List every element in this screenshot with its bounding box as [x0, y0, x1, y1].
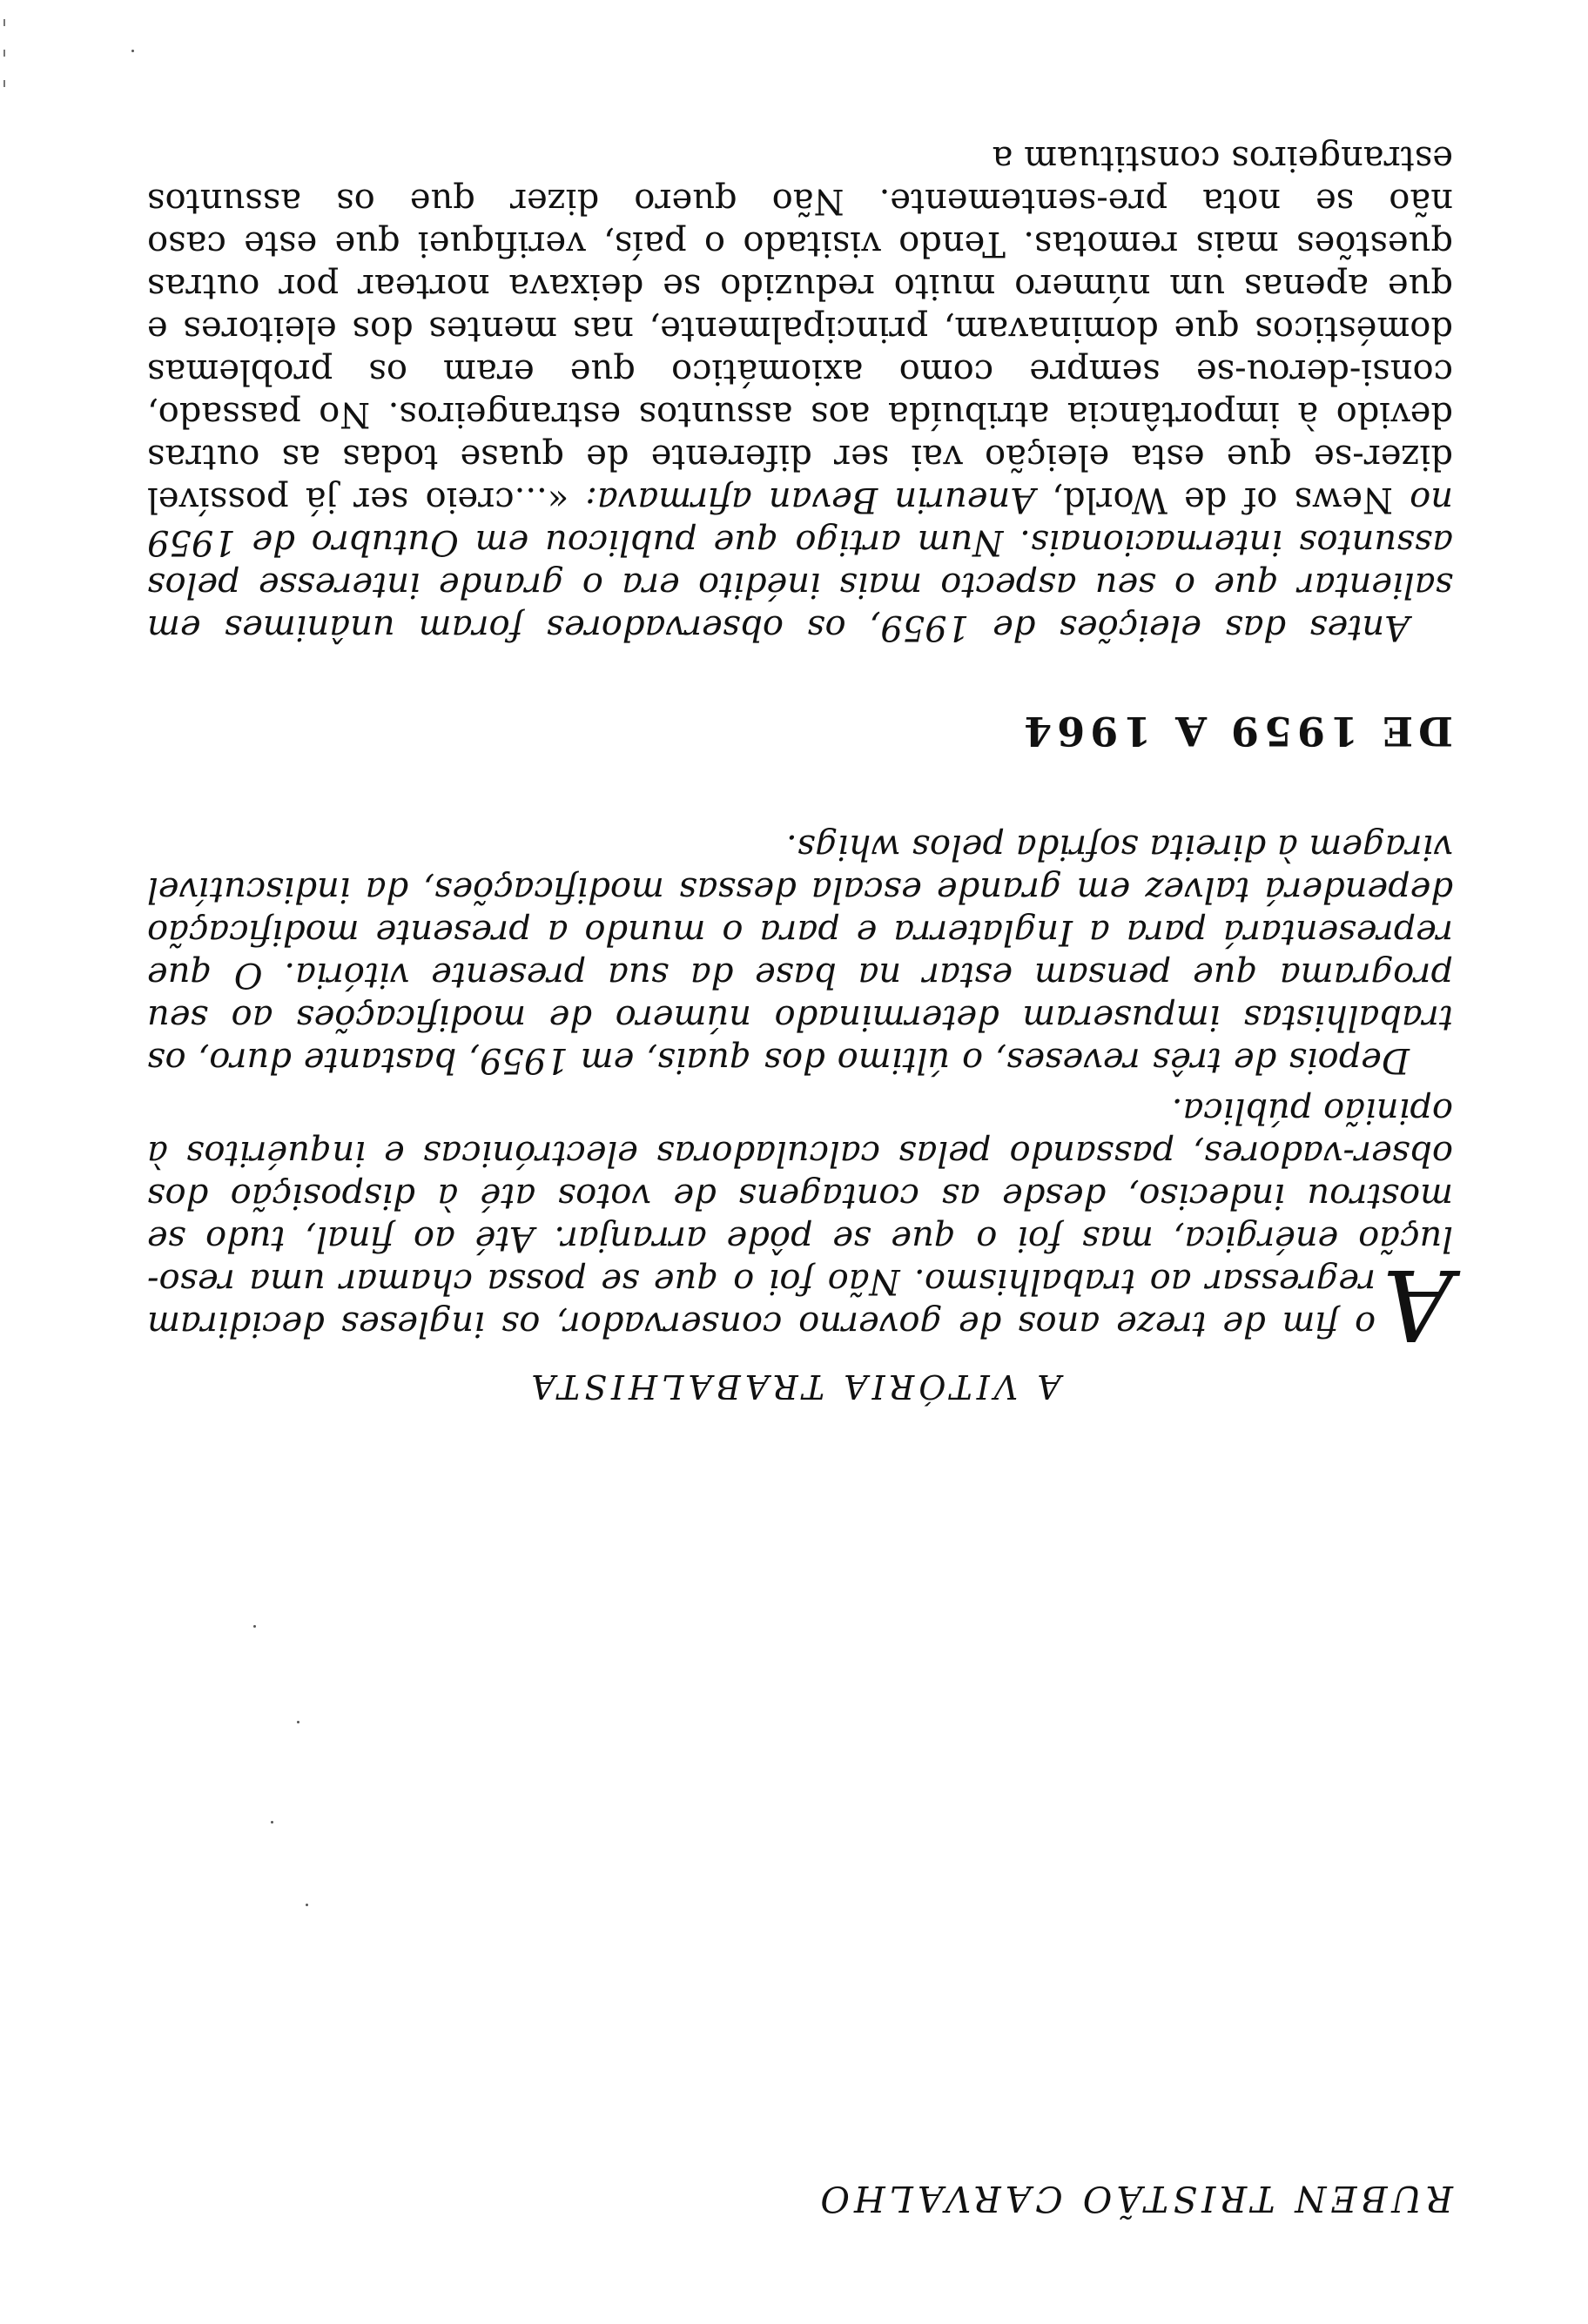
chapter-title: A VITÓRIA TRABALHISTA	[527, 1367, 1061, 1406]
author-name: RUBEN TRISTÃO CARVALHO	[816, 2178, 1453, 2220]
scan-speck	[253, 1625, 256, 1628]
section-heading: DE 1959 A 1964	[1019, 708, 1453, 755]
scan-speck	[271, 1821, 273, 1824]
scan-edge-mark	[3, 19, 5, 26]
scan-speck	[131, 50, 134, 52]
paragraph-3	[147, 137, 1453, 648]
scan-speck	[306, 1904, 308, 1906]
scan-edge-mark	[3, 80, 5, 87]
paragraph-3-attribution: Aneurin Bevan afirmava:	[585, 480, 1036, 520]
scan-edge-mark	[3, 50, 5, 57]
scan-speck	[297, 1721, 299, 1723]
quotation-text: «...creio ser já possível dizer-se que esta eleição vai ser diferente de quase todas as outras devido à importância atribuída aos assuntos estrangeiros. No passado, consi-derou-se sempre como axiomático que eram os problemas domésticos que dominavam, principalmente, nas mentes dos eleitores e que apenas um número muito reduzido se deixava nortear por outras questões mais remotas. Tendo visitado o país, verifiquei que este caso não se nota pre-sentemente. Não quero dizer que os assuntos estrangeiros constituam a	[146, 138, 1453, 520]
drop-cap-letter: A	[1383, 1247, 1453, 1360]
newspaper-name: News of de World,	[1052, 480, 1393, 520]
intro-paragraph-text: o fim de treze anos de governo conservador, os ingleses decidiram regressar ao trabalhismo. Não foi o que se possa chamar uma reso-lução enérgica, mas foi o que se pôde arranjar. Até ao final, tudo se mostrou indeciso, desde as contagens de votos até à disposição dos obser-vadores, passando pelas calculadoras electrónicas e inquéritos à opinião pública.	[147, 1091, 1453, 1344]
paragraph-2: Depois de três reveses, o último dos quais, em 1959, bastante duro, os trabalhistas impuseram determinado número de modificações ao seu programa que pensam estar na base da sua presente vitória. O que representará para a Inglaterra e para o mundo a presente modificação dependerá talvez em grande escala dessas modificações, da indiscutível viragem à direita sofrida pelos whigs.	[147, 827, 1453, 1080]
intro-paragraph	[147, 1089, 1453, 1360]
paragraph-3-lead: Antes das eleições de 1959, os observadores foram unânimes em salientar que o seu aspecto mais inédito era o grande interesse pelos assuntos internacionais. Num artigo que publicou em Outubro de 1959 no	[147, 480, 1453, 648]
